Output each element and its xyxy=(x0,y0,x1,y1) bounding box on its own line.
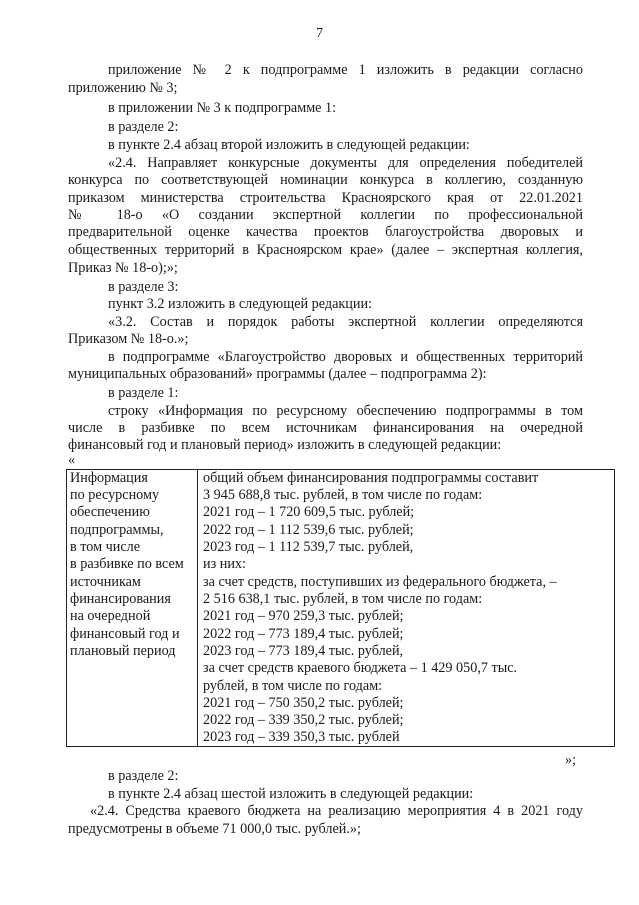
text-line: строку «Информация по ресурсному обеспечению подпрограммы в том xyxy=(108,403,583,419)
right-cell-line: 2 516 638,1 тыс. рублей, в том числе по годам: xyxy=(203,591,483,607)
right-cell-line: из них: xyxy=(203,556,246,572)
left-cell-line: на очередной xyxy=(70,608,151,624)
text-line: в разделе 3: xyxy=(108,279,179,295)
text-line: приложение № 2 к подпрограмме 1 изложить в редакции согласно xyxy=(108,62,583,78)
right-cell-line: 2023 год – 773 189,4 тыс. рублей, xyxy=(203,643,404,659)
right-cell-line: 2022 год – 1 112 539,6 тыс. рублей; xyxy=(203,522,414,538)
right-cell-line: рублей, в том числе по годам: xyxy=(203,678,383,694)
text-line: Приказ № 18-о);»; xyxy=(68,260,178,276)
text-line: конкурса по соответствующей номинации конкурса в коллегию, созданную xyxy=(68,172,583,188)
right-cell-line: 3 945 688,8 тыс. рублей, в том числе по годам: xyxy=(203,487,483,503)
left-cell-line: финансирования xyxy=(70,591,171,607)
right-cell-line: 2021 год – 1 720 609,5 тыс. рублей; xyxy=(203,504,415,520)
text-line: № 18-о «О создании экспертной коллегии по профессиональной xyxy=(68,207,583,223)
text-line: в подпрограмме «Благоустройство дворовых и общественных территорий xyxy=(108,349,583,365)
text-line: финансовый год и плановый период» изложить в следующей редакции: xyxy=(68,437,502,453)
close-quote: »; xyxy=(565,752,577,768)
right-cell-line: 2022 год – 339 350,2 тыс. рублей; xyxy=(203,712,404,728)
left-cell-line: финансовый год и xyxy=(70,626,180,642)
right-cell-line: за счет средств краевого бюджета – 1 429 050,7 тыс. xyxy=(203,660,518,676)
text-line: «2.4. Направляет конкурсные документы для определения победителей xyxy=(108,155,583,171)
left-cell-line: в том числе xyxy=(70,539,141,555)
text-line: в разделе 2: xyxy=(108,119,179,135)
open-quote: « xyxy=(68,452,76,468)
right-cell-line: 2023 год – 339 350,3 тыс. рублей xyxy=(203,729,400,745)
table-column-divider xyxy=(197,469,198,747)
left-cell-line: плановый период xyxy=(70,643,176,659)
text-line: приложению № 3; xyxy=(68,80,178,96)
left-cell-line: Информация xyxy=(70,470,148,486)
right-cell-line: 2022 год – 773 189,4 тыс. рублей; xyxy=(203,626,404,642)
left-cell-line: в разбивке по всем xyxy=(70,556,184,572)
left-cell-line: подпрограммы, xyxy=(70,522,164,538)
text-line: в разделе 2: xyxy=(108,768,179,784)
right-cell-line: 2021 год – 750 350,2 тыс. рублей; xyxy=(203,695,404,711)
text-line: пункт 3.2 изложить в следующей редакции: xyxy=(108,296,372,312)
right-cell-line: за счет средств, поступивших из федерального бюджета, – xyxy=(203,574,557,590)
text-line: муниципальных образований» программы (далее – подпрограмма 2): xyxy=(68,366,487,382)
text-line: предусмотрены в объеме 71 000,0 тыс. рублей.»; xyxy=(68,821,361,837)
text-line: в пункте 2.4 абзац шестой изложить в следующей редакции: xyxy=(108,786,474,802)
left-cell-line: по ресурсному xyxy=(70,487,160,503)
text-line: в разделе 1: xyxy=(108,385,179,401)
right-cell-line: 2021 год – 970 259,3 тыс. рублей; xyxy=(203,608,404,624)
right-cell-line: общий объем финансирования подпрограммы составит xyxy=(203,470,539,486)
text-line: Приказом № 18-о.»; xyxy=(68,331,189,347)
page-number: 7 xyxy=(316,26,323,41)
text-line: предварительной оценке качества проектов благоустройства дворовых и xyxy=(68,224,583,240)
text-line: «2.4. Средства краевого бюджета на реализацию мероприятия 4 в 2021 году xyxy=(90,803,583,819)
text-line: «3.2. Состав и порядок работы экспертной коллегии определяются xyxy=(108,314,583,330)
right-cell-line: 2023 год – 1 112 539,7 тыс. рублей, xyxy=(203,539,414,555)
left-cell-line: обеспечению xyxy=(70,504,150,520)
text-line: в пункте 2.4 абзац второй изложить в следующей редакции: xyxy=(108,137,470,153)
text-line: приказом министерства строительства Красноярского края от 22.01.2021 xyxy=(68,190,583,206)
text-line: числе в разбивке по всем источникам финансирования на очередной xyxy=(68,420,583,436)
left-cell-line: источникам xyxy=(70,574,141,590)
text-line: общественных территорий в Красноярском крае» (далее – экспертная коллегия, xyxy=(68,242,583,258)
text-line: в приложении № 3 к подпрограмме 1: xyxy=(108,100,337,116)
